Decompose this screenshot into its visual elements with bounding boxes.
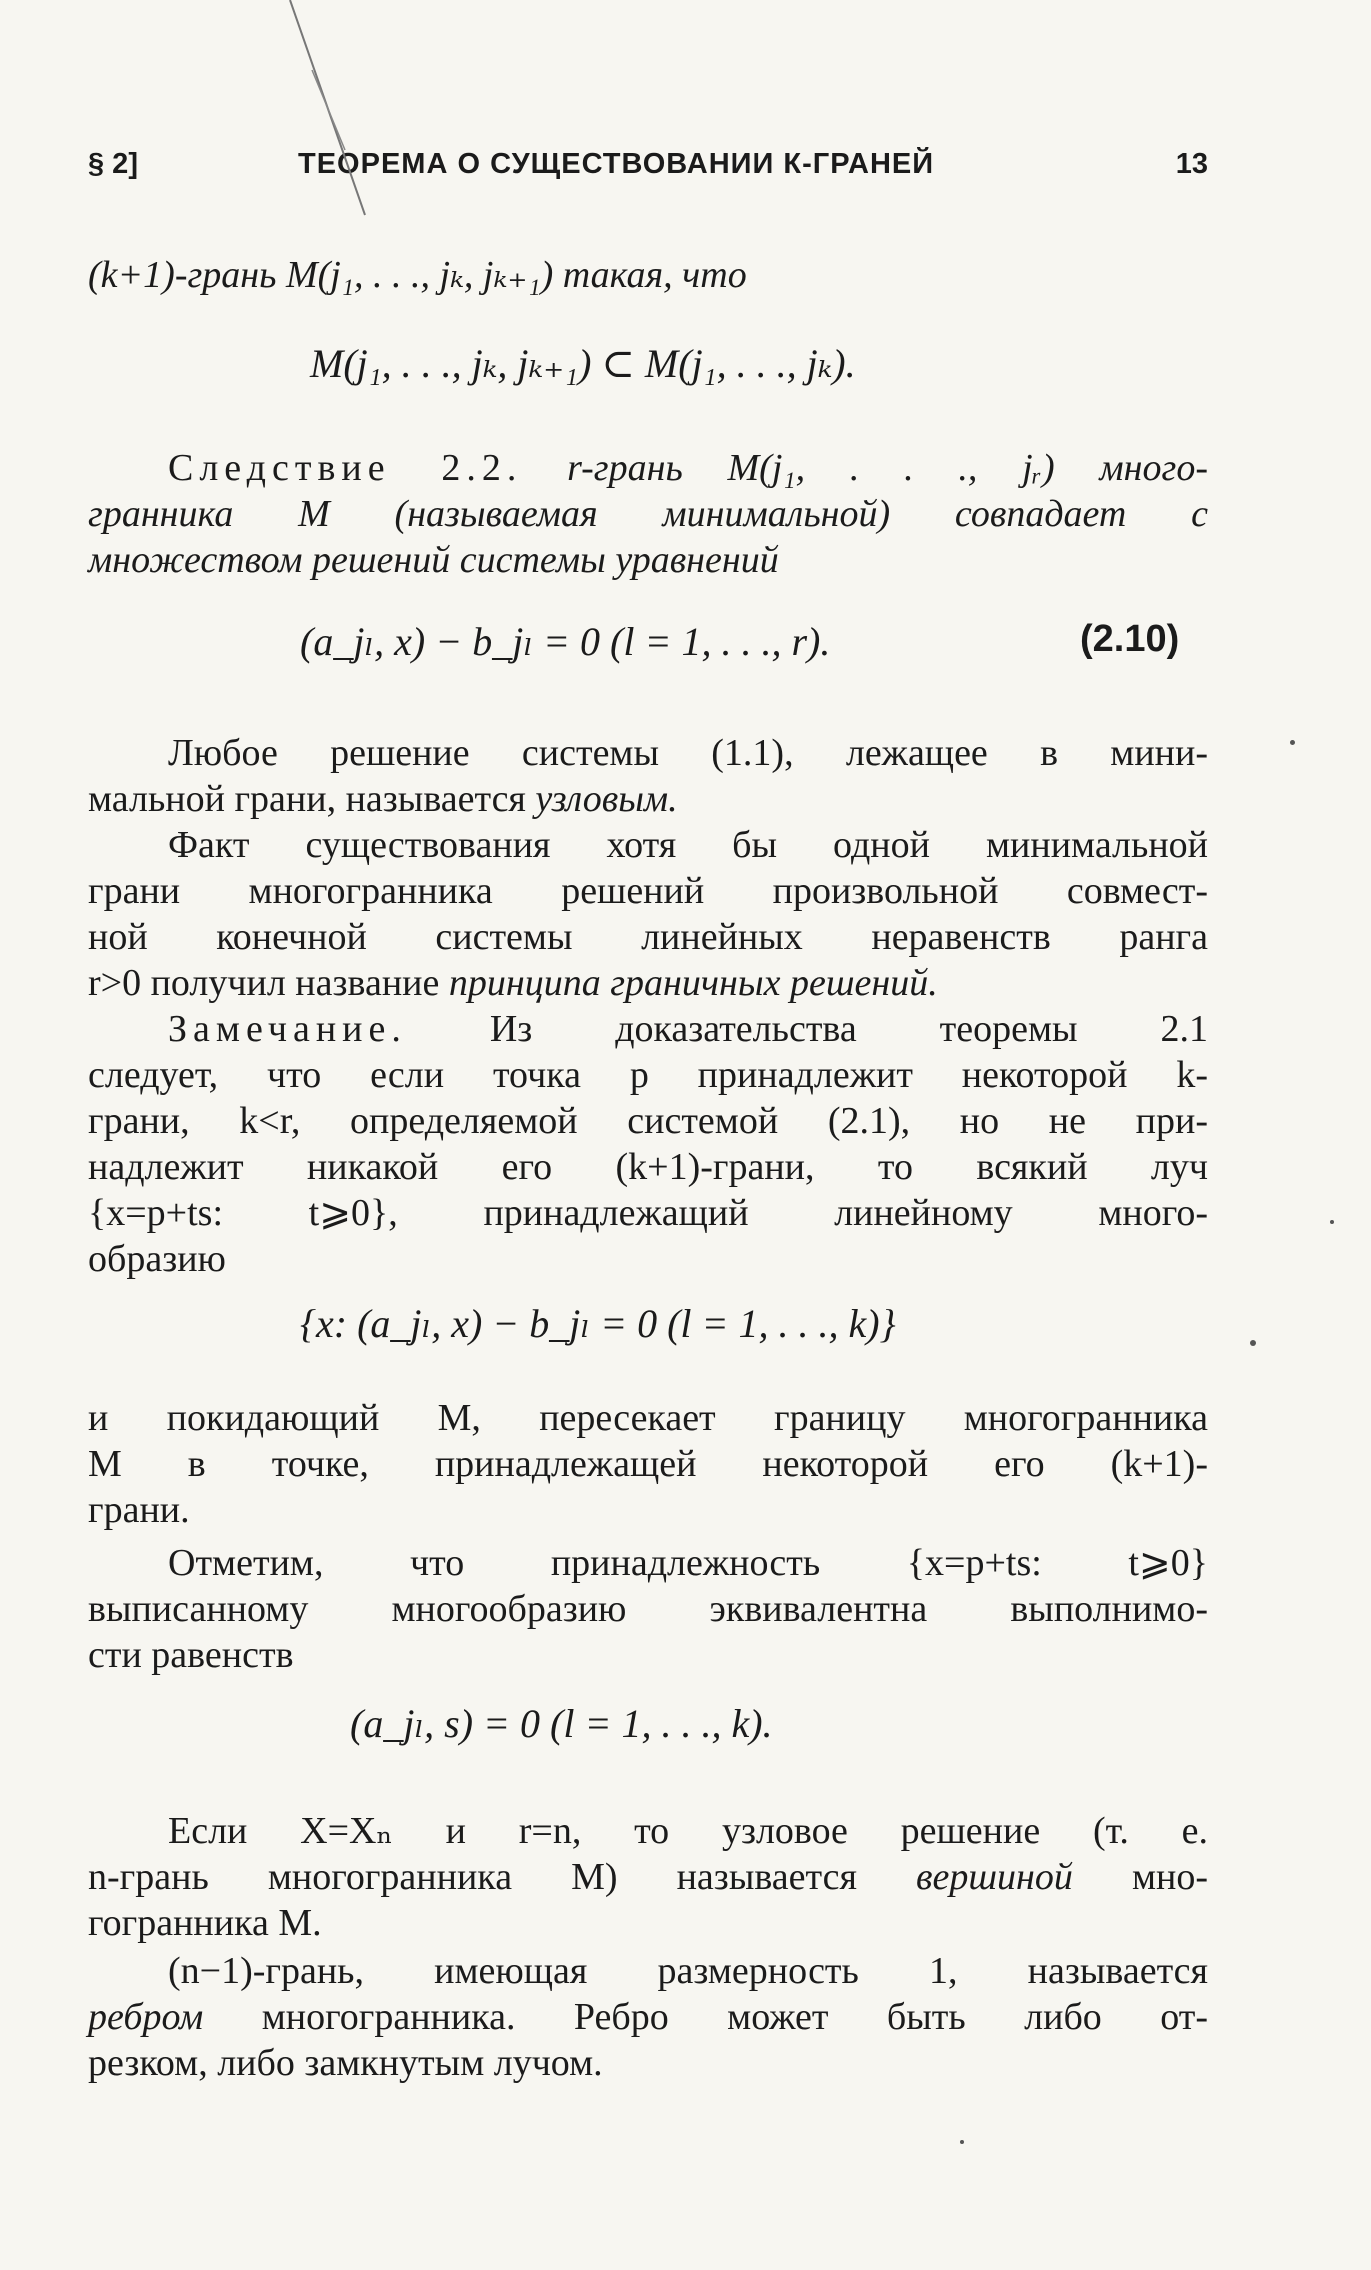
section-marker: § 2] <box>88 148 138 180</box>
formula-2-10: (a_jₗ, x) − b_jₗ = 0 (l = 1, . . ., r). <box>300 619 831 664</box>
remark-text-1: Из доказательства теоремы 2.1 <box>489 1008 1209 1050</box>
intro-text: (k+1)-грань M(j₁, . . ., jₖ, jₖ₊₁) такая, что <box>88 254 747 296</box>
para5-line1: Если X=Xₙ и r=n, то узловое решение (т. е. <box>168 1810 1208 1852</box>
para2-line1: Факт существования хотя бы одной минимальной <box>168 824 1208 866</box>
para2-line3: ной конечной системы линейных неравенств ранга <box>88 916 1208 958</box>
para6-line1: (n−1)-грань, имеющая размерность 1, называется <box>168 1950 1208 1992</box>
para5-line2-end: мно- <box>1131 1856 1209 1898</box>
formula-equalities: (a_jₗ, s) = 0 (l = 1, . . ., k). <box>350 1701 773 1746</box>
scan-speck <box>1330 1220 1334 1224</box>
remark-text-5: {x=p+ts: t⩾0}, принадлежащий линейному много- <box>88 1192 1208 1234</box>
para4-line1: Отметим, что принадлежность {x=p+ts: t⩾0} <box>168 1542 1208 1584</box>
scan-speck <box>1290 740 1295 745</box>
formula-manifold: {x: (a_jₗ, x) − b_jₗ = 0 (l = 1, . . ., k)} <box>300 1301 896 1346</box>
scan-speck <box>1250 1340 1256 1346</box>
para3-line1: и покидающий M, пересекает границу многогранника <box>88 1397 1208 1439</box>
term-vertex: вершиной <box>916 1856 1073 1898</box>
remark-text-4: надлежит никакой его (k+1)-грани, то всякий луч <box>88 1146 1208 1188</box>
para6-line2: многогранника. Ребро может быть либо от- <box>261 1996 1208 2038</box>
equation-number-2-10: (2.10) <box>1080 618 1180 660</box>
running-title: ТЕОРЕМА О СУЩЕСТВОВАНИИ К-ГРАНЕЙ <box>298 148 935 180</box>
corollary-label: Следствие 2.2. <box>168 447 523 489</box>
para2-line4: r>0 получил название <box>88 962 440 1004</box>
para2-line2: грани многогранника решений произвольной совмест- <box>88 870 1208 912</box>
para3-line3: грани. <box>88 1489 190 1531</box>
term-edge: ребром <box>88 1996 204 2038</box>
remark-text-2: следует, что если точка p принадлежит некоторой k- <box>88 1054 1208 1096</box>
para1-line1: Любое решение системы (1.1), лежащее в мини- <box>168 732 1208 774</box>
corollary-text-3: множеством решений системы уравнений <box>88 539 779 581</box>
para5-line3: гогранника M. <box>88 1902 322 1944</box>
remark-text-3: грани, k<r, определяемой системой (2.1), но не при- <box>88 1100 1208 1142</box>
corollary-text-1: r-грань M(j₁, . . ., jᵣ) много- <box>567 447 1208 489</box>
para3-line2: M в точке, принадлежащей некоторой его (k+1)- <box>88 1443 1208 1485</box>
corollary-text-2: гранника M (называемая минимальной) совпадает с <box>88 493 1208 535</box>
term-nodal: узловым. <box>535 778 678 820</box>
page-number: 13 <box>1175 148 1208 180</box>
para6-line3: резком, либо замкнутым лучом. <box>88 2042 603 2084</box>
remark-text-6: образию <box>88 1238 226 1280</box>
para4-line3: сти равенств <box>88 1634 294 1676</box>
scan-speck <box>960 2140 964 2144</box>
term-boundary-principle: принципа граничных решений. <box>448 962 938 1004</box>
formula-inclusion: M(j₁, . . ., jₖ, jₖ₊₁) ⊂ M(j₁, . . ., jₖ). <box>310 341 856 386</box>
para5-line2: n-грань многогранника M) называется <box>88 1856 857 1898</box>
remark-label: Замечание. <box>168 1008 407 1050</box>
para1-line2: мальной грани, называется <box>88 778 526 820</box>
para4-line2: выписанному многообразию эквивалентна выполнимо- <box>88 1588 1208 1630</box>
